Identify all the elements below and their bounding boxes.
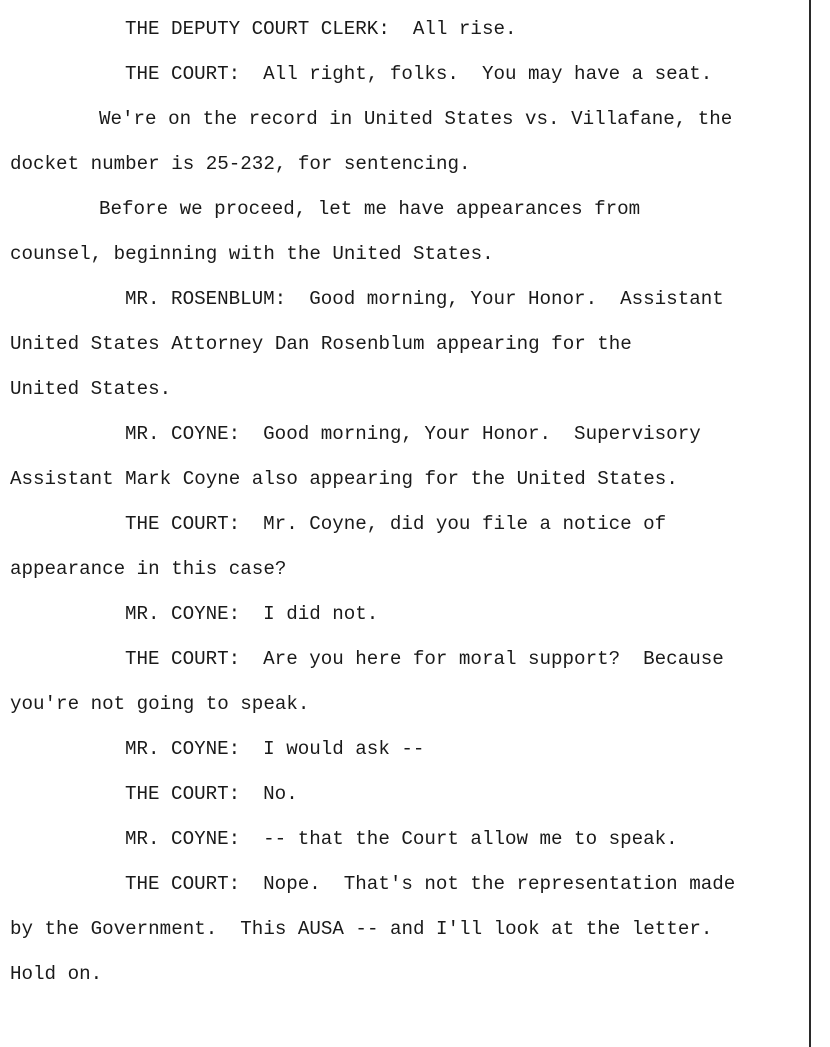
transcript-line: by the Government. This AUSA -- and I'll look at the letter. — [10, 918, 713, 940]
transcript-line: you're not going to speak. — [10, 693, 310, 715]
transcript-line: United States Attorney Dan Rosenblum appearing for the — [10, 333, 632, 355]
transcript-line: docket number is 25-232, for sentencing. — [10, 153, 471, 175]
transcript-body — [10, 14, 805, 1004]
transcript-line: Before we proceed, let me have appearances from — [99, 198, 641, 220]
transcript-line: THE DEPUTY COURT CLERK: All rise. — [125, 18, 517, 40]
transcript-line: MR. COYNE: Good morning, Your Honor. Supervisory — [125, 423, 701, 445]
transcript-line: MR. COYNE: I did not. — [125, 603, 379, 625]
transcript-line: Assistant Mark Coyne also appearing for the United States. — [10, 468, 678, 490]
transcript-line: appearance in this case? — [10, 558, 287, 580]
transcript-line: THE COURT: Are you here for moral support? Because — [125, 648, 724, 670]
transcript-line: Hold on. — [10, 963, 103, 985]
transcript-line: MR. ROSENBLUM: Good morning, Your Honor. Assistant — [125, 288, 724, 310]
transcript-line: THE COURT: No. — [125, 783, 298, 805]
transcript-line: United States. — [10, 378, 172, 400]
transcript-line: We're on the record in United States vs. Villafane, the — [99, 108, 733, 130]
transcript-line: THE COURT: Mr. Coyne, did you file a notice of — [125, 513, 667, 535]
right-margin-rule — [809, 0, 811, 1047]
transcript-line: counsel, beginning with the United States. — [10, 243, 494, 265]
transcript-line: MR. COYNE: -- that the Court allow me to speak. — [125, 828, 678, 850]
transcript-line: THE COURT: Nope. That's not the representation made — [125, 873, 736, 895]
transcript-line: THE COURT: All right, folks. You may have a seat. — [125, 63, 713, 85]
transcript-line: MR. COYNE: I would ask -- — [125, 738, 425, 760]
